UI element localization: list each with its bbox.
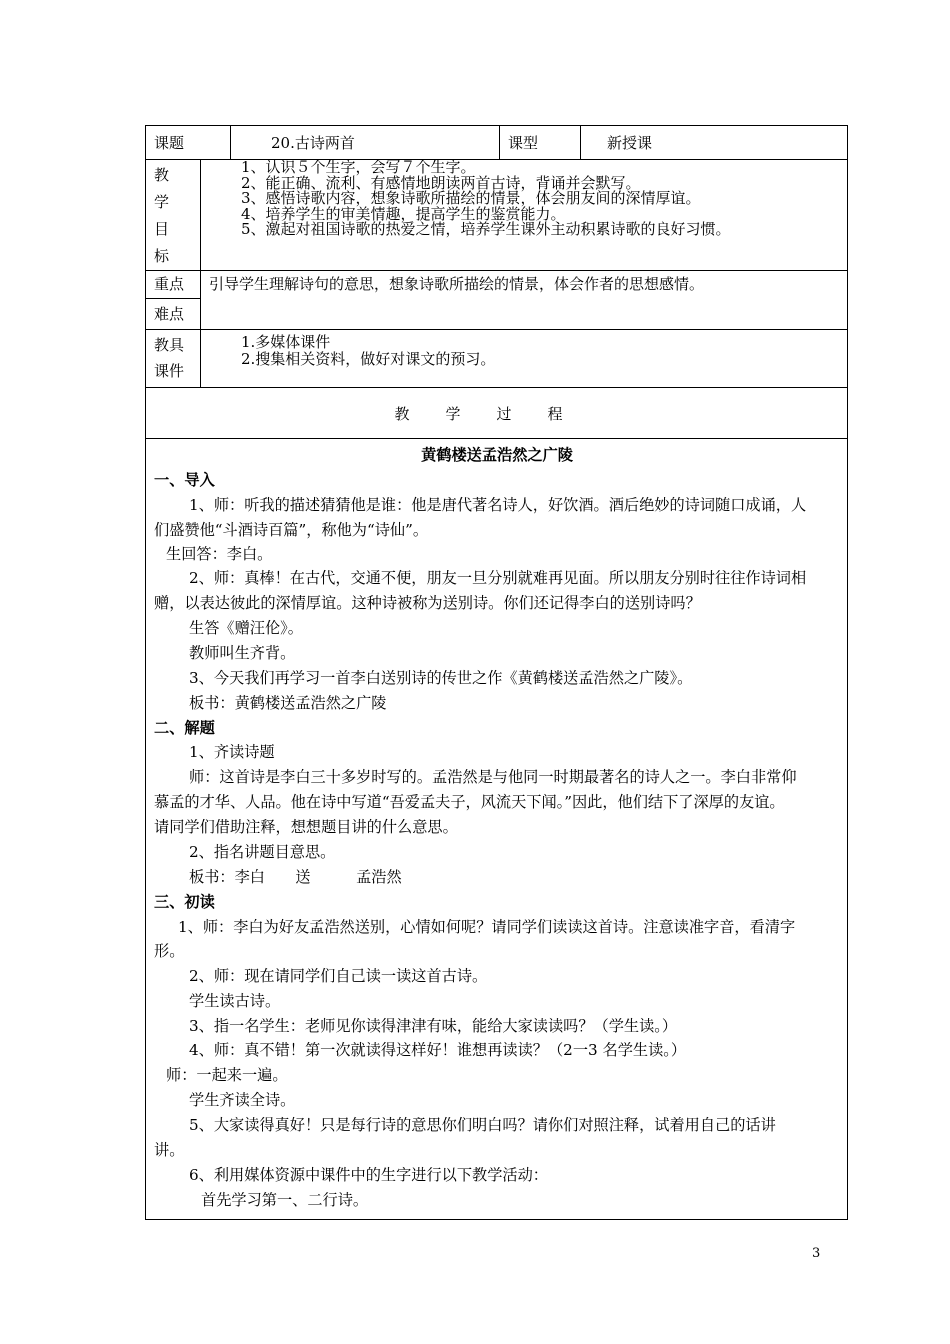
content-line: 学生读古诗。: [189, 992, 281, 1010]
header-row: [146, 126, 848, 160]
section-heading: 三、初读: [154, 893, 215, 911]
content-line: 教师叫生齐背。: [189, 644, 296, 662]
objectives-list: [201, 160, 848, 271]
content-line: 生答《赠汪伦》。: [189, 619, 303, 637]
objectives-label-char: 目: [154, 220, 170, 238]
lesson-content: [146, 439, 848, 1220]
key-points-row: [146, 271, 848, 299]
content-line: 2、指名讲题目意思。: [189, 843, 336, 861]
content-line: 讲。: [154, 1141, 185, 1159]
objectives-row: [146, 160, 848, 271]
tools-label-line: 课件: [154, 362, 185, 380]
content-line: 1、师：听我的描述猜猜他是谁：他是唐代著名诗人，好饮酒。酒后绝妙的诗词随口成诵，人: [189, 496, 807, 514]
objective-item: 1、认识５个生字，会写７个生字。: [241, 158, 476, 176]
content-line: 3、指一名学生：老师见你读得津津有味，能给大家读读吗？（学生读。）: [189, 1017, 678, 1035]
content-line: 3、今天我们再学习一首李白送别诗的传世之作《黄鹤楼送孟浩然之广陵》。: [189, 669, 693, 687]
process-heading: 教学过程: [146, 388, 848, 439]
content-line: 形。: [154, 942, 185, 960]
content-line: 师：这首诗是李白三十多岁时写的。孟浩然是与他同一时期最著名的诗人之一。李白非常仰: [189, 768, 797, 786]
objectives-label: [146, 160, 201, 271]
content-line: 赠，以表达彼此的深情厚谊。这种诗被称为送别诗。你们还记得李白的送别诗吗？: [154, 594, 701, 612]
tools-row: [146, 330, 848, 388]
objective-item: 4、培养学生的审美情趣，提高学生的鉴赏能力。: [241, 204, 566, 223]
tools-label-line: 教具: [154, 336, 185, 354]
objectives-label-char: 标: [154, 247, 170, 265]
difficult-point-label: 难点: [146, 299, 201, 330]
content-line: 慕孟的才华、人品。他在诗中写道“吾爱孟夫子，风流天下闻。”因此，他们结下了深厚的友谊。: [154, 793, 785, 811]
objectives-label-char: 教: [154, 166, 170, 184]
content-line: 板书：黄鹤楼送孟浩然之广陵: [189, 694, 387, 712]
section-heading: 一、导入: [154, 471, 215, 489]
content-line: 生回答：李白。: [166, 545, 273, 563]
type-value: 新授课: [581, 126, 848, 160]
objective-item: 5、激起对祖国诗歌的热爱之情，培养学生课外主动积累诗歌的良好习惯。: [241, 220, 731, 238]
tool-item: 1.多媒体课件: [241, 333, 331, 351]
content-row: [146, 439, 848, 1220]
lesson-title: 黄鹤楼送孟浩然之广陵: [421, 446, 573, 464]
content-line: 学生齐读全诗。: [189, 1091, 296, 1109]
objectives-label-char: 学: [154, 193, 170, 211]
content-line: 1、齐读诗题: [189, 743, 275, 761]
key-point-label: 重点: [146, 271, 201, 299]
key-point-text: 引导学生理解诗句的意思，想象诗歌所描绘的情景，体会作者的思想感情。: [201, 271, 848, 330]
content-line: 6、利用媒体资源中课件中的生字进行以下教学活动：: [189, 1166, 548, 1184]
objective-item: 3、感悟诗歌内容，想象诗歌所描绘的情景，体会朋友间的深情厚谊。: [241, 189, 701, 207]
content-line: 首先学习第一、二行诗。: [201, 1191, 369, 1209]
content-line: 板书：李白 送 孟浩然: [189, 868, 402, 886]
type-label: 课型: [500, 126, 581, 160]
section-heading: 二、解题: [154, 719, 215, 737]
content-line: 1、师：李白为好友孟浩然送别，心情如何呢？请同学们读读这首诗。注意读准字音，看清字: [178, 918, 796, 936]
content-line: 师：一起来一遍。: [166, 1066, 288, 1084]
content-line: 2、师：真棒！在古代，交通不便，朋友一旦分别就难再见面。所以朋友分别时往往作诗词相: [189, 569, 807, 587]
topic-value: 20.古诗两首: [231, 126, 500, 160]
tools-label: [146, 330, 201, 388]
page-number: 3: [812, 1246, 821, 1261]
content-line: 2、师：现在请同学们自己读一读这首古诗。: [189, 967, 488, 985]
content-line: 5、大家读得真好！只是每行诗的意思你们明白吗？请你们对照注释，试着用自己的话讲: [189, 1116, 776, 1134]
content-line: 请同学们借助注释，想想题目讲的什么意思。: [154, 818, 458, 836]
lesson-plan-table: [145, 125, 848, 1220]
tools-list: [201, 330, 848, 388]
content-line: 们盛赞他“斗酒诗百篇”，称他为“诗仙”。: [154, 521, 429, 539]
objective-item: 2、能正确、流利、有感情地朗读两首古诗，背诵并会默写。: [241, 173, 641, 192]
process-heading-row: [146, 388, 848, 439]
tool-item: 2.搜集相关资料，做好对课文的预习。: [241, 350, 496, 368]
content-line: 4、师：真不错！第一次就读得这样好！谁想再读读？（2一3 名学生读。）: [189, 1041, 687, 1059]
topic-label: 课题: [146, 126, 231, 160]
